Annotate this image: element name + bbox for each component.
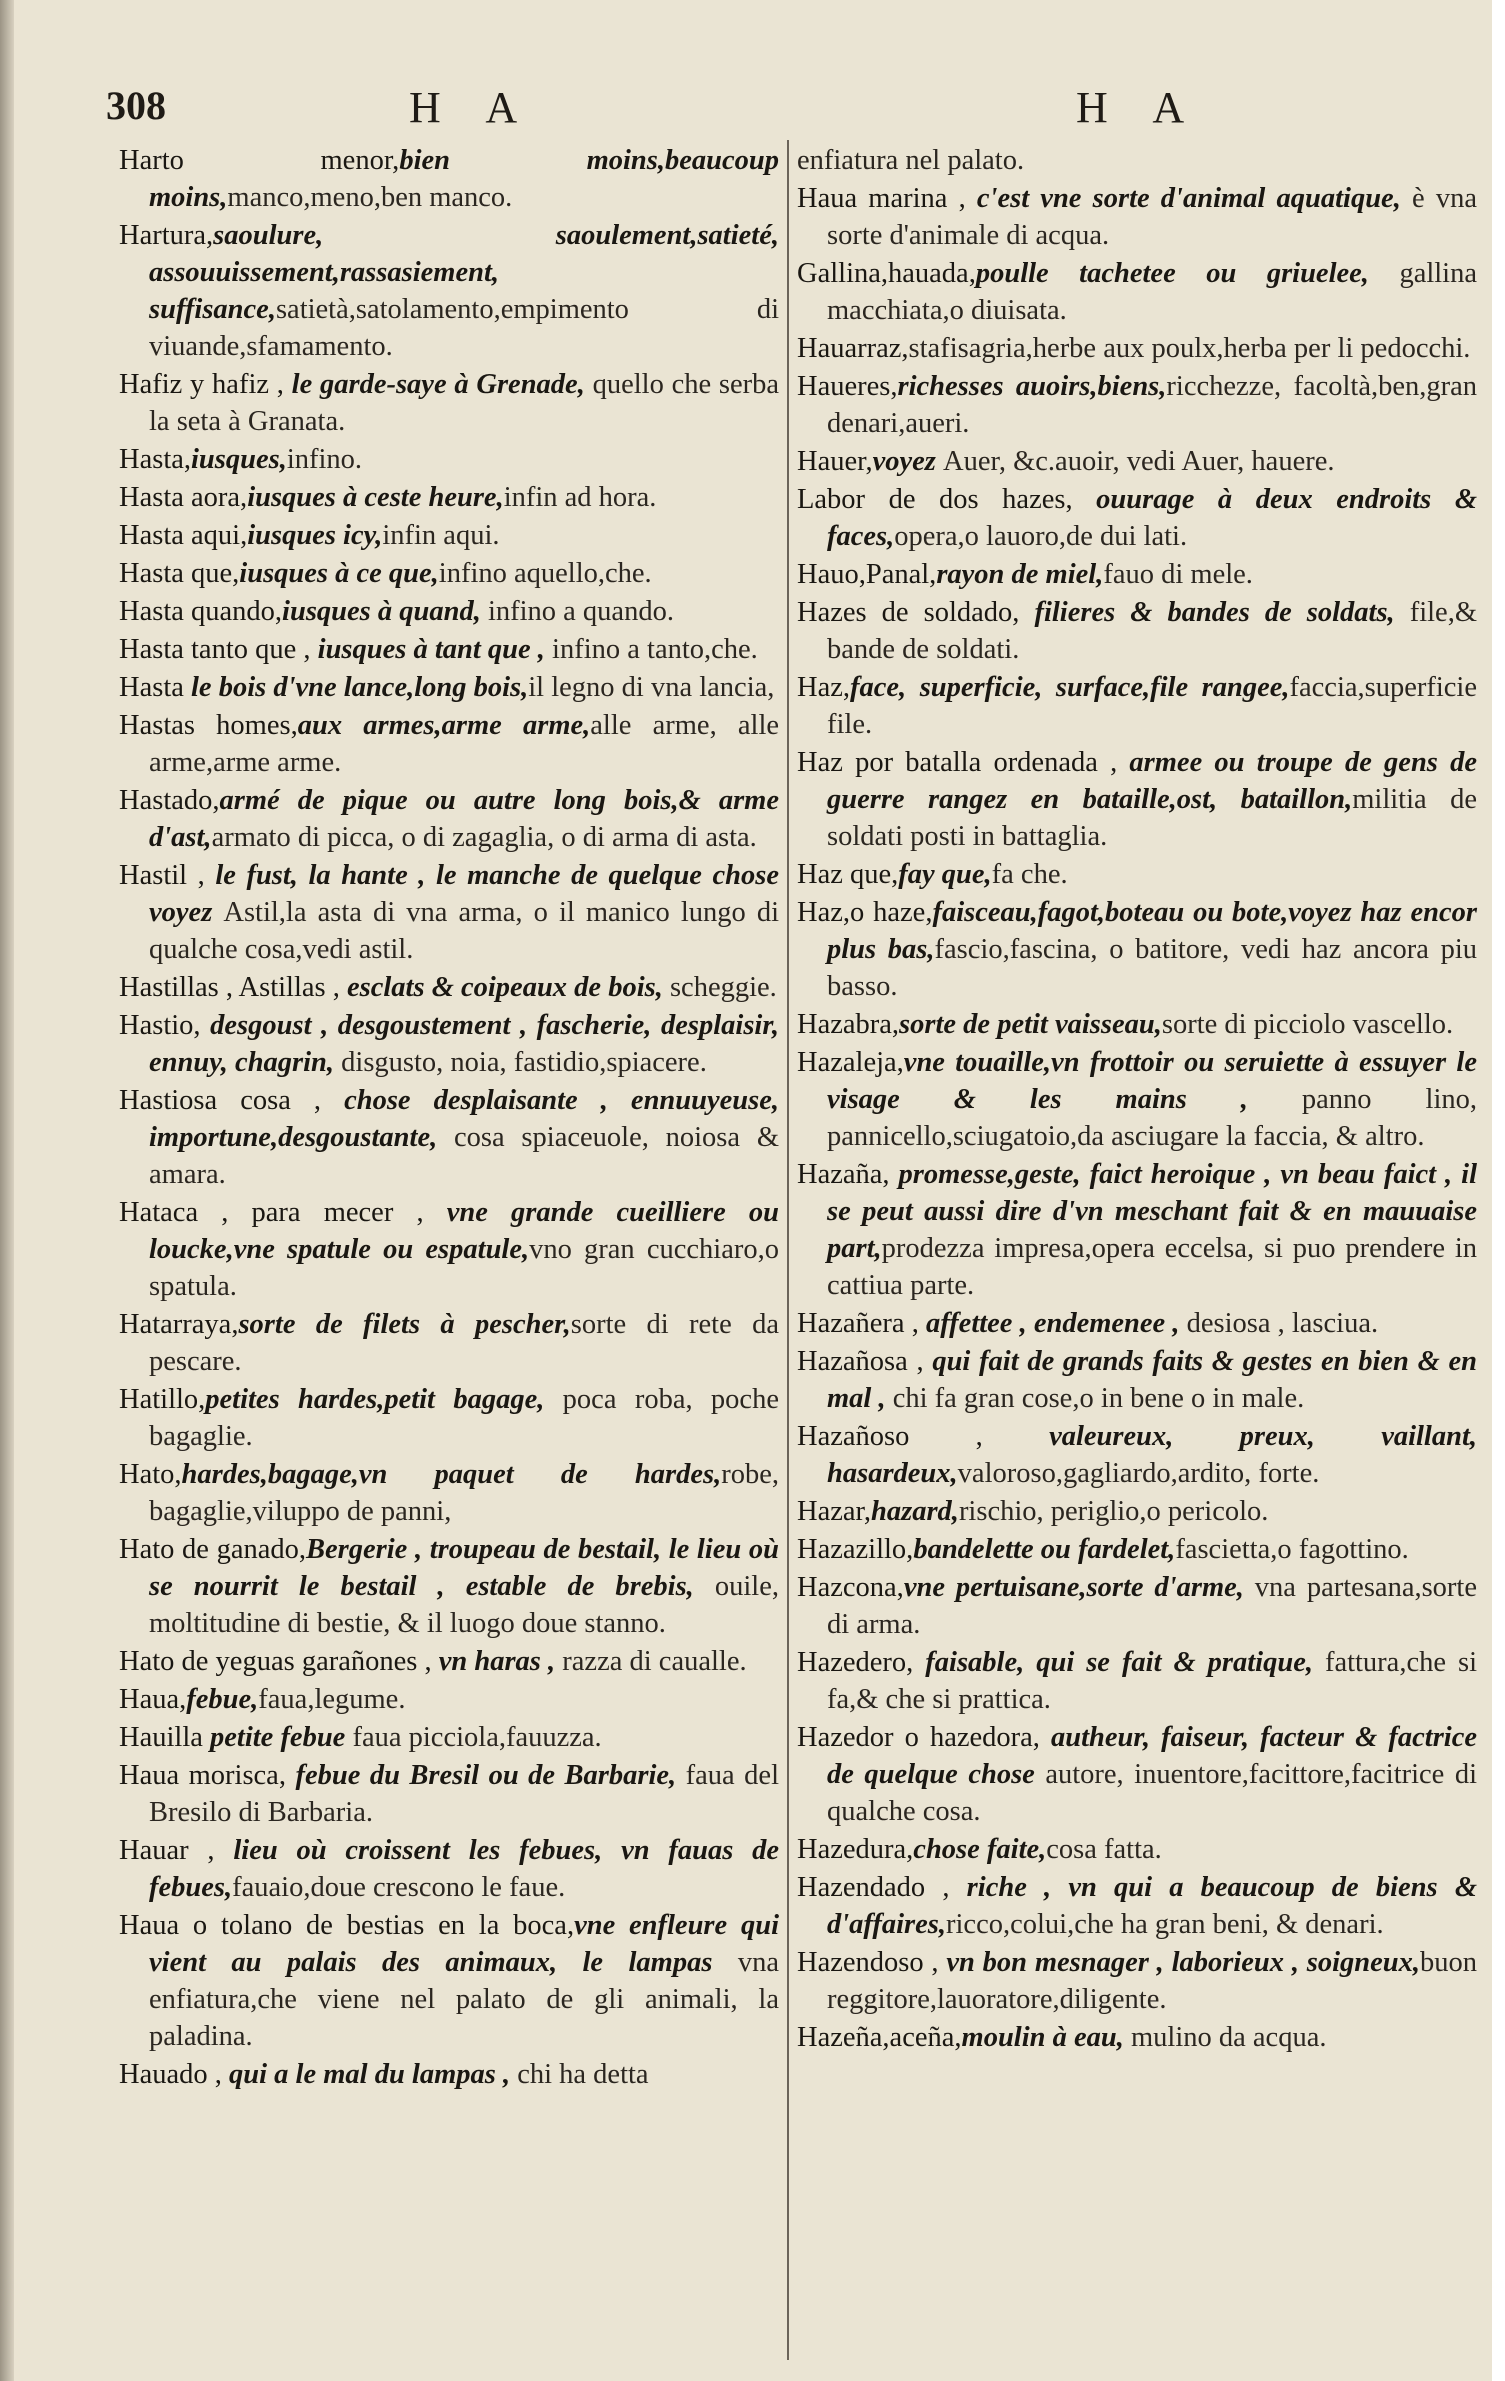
entry-headword: Haua morisca, (119, 1760, 286, 1791)
entry-headword: Hazaleja, (797, 1047, 904, 1078)
entry-french-gloss: armee ou troupe de gens de guerre rangez en bataille,ost, bataillon, (827, 747, 1478, 815)
entry-italian-gloss: Auer, &c.auoir, vedi Auer, hauere. (943, 446, 1335, 477)
entry-french-gloss: le fust, la hante , le manche de quelque chose voyez (149, 860, 779, 928)
dictionary-entry (119, 441, 779, 478)
dictionary-entry (797, 1006, 1477, 1043)
entry-headword: Hazañera , (797, 1308, 919, 1339)
entry-french-gloss: iusques à quand, (282, 596, 481, 627)
entry-french-gloss: petite febue (210, 1722, 353, 1753)
entry-headword: Hasta (119, 672, 192, 703)
entry-headword: Hastillas , Astillas , (119, 972, 340, 1003)
entry-italian-gloss: ouile, moltitudine di bestie, & il luogo doue stanno. (149, 1571, 779, 1639)
dictionary-entry (119, 2056, 779, 2093)
dictionary-entry (119, 1194, 779, 1305)
entry-italian-gloss: quello che serba la seta à Granata. (149, 369, 780, 437)
entry-french-gloss: sorte de filets à pescher, (238, 1309, 571, 1340)
entry-headword: Haz, (797, 672, 851, 703)
left-column (119, 142, 779, 2094)
dictionary-entry (119, 707, 779, 781)
entry-headword: Hastado, (119, 785, 220, 816)
entry-italian-gloss: infin aqui. (382, 520, 500, 551)
dictionary-entry (119, 555, 779, 592)
entry-headword: Hastio, (119, 1010, 201, 1041)
dictionary-entry (119, 1082, 779, 1193)
dictionary-entry (797, 1305, 1477, 1342)
entry-headword: Hauar , (119, 1835, 215, 1866)
entry-french-gloss: petites hardes,petit bagage, (205, 1384, 545, 1415)
dictionary-entry (797, 669, 1477, 743)
entry-headword: Hazabra, (797, 1009, 900, 1040)
dictionary-entry (119, 1306, 779, 1380)
entry-italian-gloss: fauo di mele. (1103, 559, 1253, 590)
entry-italian-gloss: infino a quando. (480, 596, 674, 627)
entry-french-gloss: c'est vne sorte d'animal aquatique, (965, 183, 1401, 214)
entry-headword: Hauarraz, (797, 333, 909, 364)
entry-french-gloss: faisable, qui se fait & pratique, (913, 1647, 1313, 1678)
dictionary-entry (119, 1832, 779, 1906)
dictionary-entry (119, 1643, 779, 1680)
entry-headword: Harto menor, (119, 145, 400, 176)
entry-italian-gloss: vno gran cucchiaro,o spatula. (149, 1234, 779, 1302)
dictionary-entry (119, 1907, 779, 2055)
entry-headword: Haua marina , (797, 183, 966, 214)
dictionary-entry (119, 593, 779, 630)
entry-french-gloss: hazard, (871, 1496, 959, 1527)
entry-french-gloss: iusques à ce que, (239, 558, 439, 589)
entry-headword: Hazendado , (797, 1872, 950, 1903)
dictionary-entry (797, 1944, 1477, 2018)
entry-french-gloss: filieres & bandes de soldats, (1019, 597, 1395, 628)
dictionary-entry (119, 969, 779, 1006)
right-running-head: H A (1076, 83, 1203, 132)
entry-french-gloss: le bois d'vne lance,long bois, (191, 672, 529, 703)
dictionary-entry (119, 217, 779, 365)
entry-italian-gloss: sorte di picciolo vascello. (1161, 1009, 1454, 1040)
entry-headword: Haua o tolano de bestias en la boca, (119, 1910, 575, 1941)
page-number: 308 (106, 83, 166, 128)
entry-italian-gloss: enfiatura nel palato. (797, 145, 1025, 176)
entry-french-gloss: bien moins,beaucoup moins, (149, 145, 780, 213)
dictionary-entry (797, 1343, 1477, 1417)
entry-headword: Haua, (119, 1684, 187, 1715)
dictionary-entry (119, 1007, 779, 1081)
entry-french-gloss: qui a le mal du lampas , (221, 2059, 511, 2090)
entry-italian-gloss: cosa fatta. (1046, 1834, 1162, 1865)
dictionary-entry (119, 1381, 779, 1455)
dictionary-entry (797, 1644, 1477, 1718)
dictionary-entry (119, 517, 779, 554)
entry-italian-gloss: prodezza impresa,opera eccelsa, si puo prendere in cattiua parte. (827, 1233, 1477, 1301)
entry-french-gloss: fay que, (898, 859, 992, 890)
entry-italian-gloss: file,& bande de soldati. (827, 597, 1477, 665)
entry-italian-gloss: manco,meno,ben manco. (227, 182, 513, 213)
entry-headword: Hauer, (797, 446, 873, 477)
entry-french-gloss: autheur, faiseur, facteur & factrice de quelque chose (827, 1722, 1477, 1790)
entry-italian-gloss: fauaio,doue crescono le faue. (232, 1872, 566, 1903)
dictionary-entry (119, 857, 779, 968)
entry-italian-gloss: autore, inuentore,facittore,facitrice di qualche cosa. (827, 1759, 1477, 1827)
dictionary-entry (797, 556, 1477, 593)
entry-italian-gloss: vna partesana,sorte di arma. (827, 1572, 1477, 1640)
entry-french-gloss: ouurage à deux endroits & faces, (827, 484, 1477, 552)
entry-french-gloss: bandelette ou fardelet, (913, 1534, 1176, 1565)
entry-french-gloss: affettee , endemenee , (918, 1308, 1180, 1339)
entry-french-gloss: qui fait de grands faits & gestes en bien & en mal , (827, 1346, 1477, 1414)
entry-italian-gloss: fa che. (991, 859, 1068, 890)
entry-french-gloss: armé de pique ou autre long bois,& arme d'ast, (149, 785, 779, 853)
dictionary-entry (119, 631, 779, 668)
entry-headword: Hasta, (119, 444, 192, 475)
entry-french-gloss: sorte de petit vaisseau, (899, 1009, 1162, 1040)
entry-italian-gloss: mulino da acqua. (1123, 2022, 1327, 2053)
entry-headword: Hastiosa cosa , (119, 1085, 322, 1116)
dictionary-entry (797, 1869, 1477, 1943)
entry-french-gloss: faisceau,fagot,boteau ou bote,voyez haz encor plus bas, (827, 897, 1477, 965)
entry-french-gloss: iusques icy, (247, 520, 383, 551)
page-edge-shadow (0, 0, 14, 2381)
entry-italian-gloss: è vna sorte d'animale di acqua. (827, 183, 1477, 251)
dictionary-entry (797, 1569, 1477, 1643)
entry-headword: Hato de yeguas garañones , (119, 1646, 432, 1677)
entry-french-gloss: lieu où croissent les febues, vn fauas de febues, (149, 1835, 780, 1903)
entry-italian-gloss: chi fa gran cose,o in bene o in male. (885, 1383, 1305, 1414)
entry-headword: Hazendoso , (797, 1947, 939, 1978)
dictionary-entry (797, 368, 1477, 442)
entry-headword: Hazes de soldado, (797, 597, 1020, 628)
entry-french-gloss: vne enfleure qui vient au palais des animaux, le lampas (149, 1910, 779, 1978)
entry-headword: Hafiz y hafiz , (119, 369, 284, 400)
entry-headword: Hasta tanto que , (119, 634, 311, 665)
entry-italian-gloss: ricchezze, facoltà,ben,gran denari,aueri. (827, 371, 1478, 439)
entry-french-gloss: aux armes,arme arme, (297, 710, 591, 741)
entry-french-gloss: iusques à tant que , (310, 634, 545, 665)
dictionary-entry (797, 1719, 1477, 1830)
left-running-head: H A (409, 83, 536, 132)
entry-french-gloss: valeureux, preux, vaillant, hasardeux, (827, 1421, 1477, 1489)
entry-italian-gloss: infin ad hora. (503, 482, 657, 513)
entry-headword: Hasta quando, (119, 596, 283, 627)
entry-french-gloss: iusques à ceste heure, (247, 482, 504, 513)
entry-headword: Haz,o haze, (797, 897, 933, 928)
dictionary-entry (797, 330, 1477, 367)
entry-italian-gloss: fascietta,o fagottino. (1175, 1534, 1409, 1565)
entry-italian-gloss: panno lino, pannicello,sciugatoio,da asciugare la faccia, & altro. (827, 1084, 1477, 1152)
entry-italian-gloss: gallina macchiata,o diuisata. (827, 258, 1477, 326)
entry-french-gloss: febue du Bresil ou de Barbarie, (285, 1760, 677, 1791)
dictionary-entry (119, 782, 779, 856)
dictionary-entry (797, 1418, 1477, 1492)
entry-french-gloss: richesses auoirs,biens, (897, 371, 1167, 402)
entry-french-gloss: rayon de miel, (936, 559, 1104, 590)
entry-french-gloss: vn bon mesnager , laborieux , soigneux, (938, 1947, 1420, 1978)
dictionary-entry (797, 894, 1477, 1005)
entry-italian-gloss: buon reggitore,lauoratore,diligente. (827, 1947, 1477, 2015)
entry-headword: Hato de ganado, (119, 1534, 306, 1565)
entry-italian-gloss: razza di caualle. (555, 1646, 747, 1677)
entry-french-gloss: poulle tachetee ou griuelee, (975, 258, 1369, 289)
dictionary-entry (119, 1757, 779, 1831)
entry-italian-gloss: valoroso,gagliardo,ardito, forte. (957, 1458, 1320, 1489)
entry-italian-gloss: cosa spiaceuole, noiosa & amara. (149, 1122, 779, 1190)
entry-french-gloss: vne grande cueilliere ou loucke,vne spatule ou espatule, (149, 1197, 779, 1265)
entry-french-gloss: saoulure, saoulement,satieté, assouuissement,rassasiement, suffisance, (149, 220, 779, 325)
entry-italian-gloss: rischio, periglio,o pericolo. (958, 1496, 1269, 1527)
entry-headword: Hasta que, (119, 558, 240, 589)
entry-italian-gloss: ricco,colui,che ha gran beni, & denari. (946, 1909, 1384, 1940)
entry-headword: Hauado , (119, 2059, 222, 2090)
entry-headword: Hasta aora, (119, 482, 248, 513)
entry-italian-gloss: scheggie. (662, 972, 777, 1003)
entry-italian-gloss: poca roba, poche bagaglie. (149, 1384, 779, 1452)
dictionary-entry (119, 1531, 779, 1642)
dictionary-entry (119, 366, 779, 440)
entry-italian-gloss: vna enfiatura,che viene nel palato de gli animali, la paladina. (149, 1947, 779, 2052)
entry-headword: Hatarraya, (119, 1309, 239, 1340)
entry-french-gloss: le garde-saye à Grenade, (283, 369, 585, 400)
entry-headword: Hazañoso , (797, 1421, 983, 1452)
entry-italian-gloss: fascio,fascina, o batitore, vedi haz ancora piu basso. (827, 934, 1477, 1002)
dictionary-entry (797, 180, 1477, 254)
entry-french-gloss: vne pertuisane,sorte d'arme, (903, 1572, 1244, 1603)
dictionary-entry (119, 142, 779, 216)
dictionary-entry (797, 1531, 1477, 1568)
entry-italian-gloss: opera,o lauoro,de dui lati. (894, 521, 1188, 552)
entry-headword: Hauo,Panal, (797, 559, 937, 590)
entry-french-gloss: chose faite, (913, 1834, 1047, 1865)
dictionary-entry (119, 669, 779, 706)
entry-italian-gloss: faccia,superficie file. (827, 672, 1477, 740)
dictionary-entry (119, 1719, 779, 1756)
entry-italian-gloss: stafisagria,herbe aux poulx,herba per li pedocchi. (908, 333, 1471, 364)
entry-french-gloss: febue, (186, 1684, 259, 1715)
dictionary-entry (797, 744, 1477, 855)
entry-italian-gloss: militia de soldati posti in battaglia. (827, 784, 1477, 852)
entry-french-gloss: hardes,bagage,vn paquet de hardes, (181, 1459, 722, 1490)
dictionary-entry (797, 1156, 1477, 1304)
entry-italian-gloss: desiosa , lasciua. (1179, 1308, 1379, 1339)
entry-italian-gloss: fattura,che si fa,& che si prattica. (827, 1647, 1477, 1715)
entry-italian-gloss: alle arme, alle arme,arme arme. (149, 710, 780, 778)
dictionary-entry (797, 1493, 1477, 1530)
right-column (797, 142, 1477, 2057)
entry-headword: Haz que, (797, 859, 899, 890)
dictionary-entry (119, 1681, 779, 1718)
entry-headword: Hastas homes, (119, 710, 298, 741)
entry-italian-gloss: disgusto, noia, fastidio,spiacere. (334, 1047, 707, 1078)
entry-headword: Hazañosa , (797, 1346, 924, 1377)
entry-headword: Hazazillo, (797, 1534, 914, 1565)
entry-french-gloss: vn haras , (431, 1646, 556, 1677)
dictionary-entry (797, 443, 1477, 480)
entry-italian-gloss: faua,legume. (258, 1684, 406, 1715)
entry-italian-gloss: faua del Bresilo di Barbaria. (149, 1760, 779, 1828)
entry-italian-gloss: faua picciola,fauuzza. (352, 1722, 602, 1753)
entry-headword: Hazar, (797, 1496, 872, 1527)
entry-headword: Hazedura, (797, 1834, 914, 1865)
entry-italian-gloss: armato di picca, o di zagaglia, o di arma di asta. (211, 822, 757, 853)
entry-french-gloss: desgoust , desgoustement , fascherie, desplaisir, ennuy, chagrin, (149, 1010, 779, 1078)
dictionary-entry (797, 1044, 1477, 1155)
dictionary-entry (797, 142, 1477, 179)
dictionary-entry (119, 479, 779, 516)
entry-headword: Hato, (119, 1459, 182, 1490)
entry-french-gloss: voyez (872, 446, 944, 477)
entry-french-gloss: promesse,geste, faict heroique , vn beau faict , il se peut aussi dire d'vn meschant fait & en mauuaise part, (827, 1159, 1477, 1264)
entry-headword: Hazedero, (797, 1647, 914, 1678)
entry-headword: Hauilla (119, 1722, 211, 1753)
entry-headword: Hazcona, (797, 1572, 904, 1603)
entry-french-gloss: face, superficie, surface,file rangee, (850, 672, 1290, 703)
entry-italian-gloss: infino a tanto,che. (544, 634, 758, 665)
entry-french-gloss: iusques, (191, 444, 287, 475)
entry-italian-gloss: Astil,la asta di vna arma, o il manico lungo di qualche cosa,vedi astil. (149, 897, 779, 965)
entry-headword: Haz por batalla ordenada , (797, 747, 1118, 778)
column-divider (787, 140, 789, 2360)
dictionary-entry (797, 856, 1477, 893)
entry-headword: Hasta aqui, (119, 520, 248, 551)
entry-headword: Gallina,hauada, (797, 258, 976, 289)
dictionary-entry (797, 594, 1477, 668)
entry-headword: Hazeña,aceña, (797, 2022, 962, 2053)
entry-headword: Hazedor o hazedora, (797, 1722, 1040, 1753)
dictionary-entry (797, 481, 1477, 555)
entry-headword: Haueres, (797, 371, 898, 402)
entry-italian-gloss: infino aquello,che. (438, 558, 652, 589)
entry-french-gloss: chose desplaisante , ennuuyeuse, importune,desgoustante, (149, 1085, 779, 1153)
entry-italian-gloss: il legno di vna lancia, (528, 672, 775, 703)
entry-french-gloss: riche , vn qui a beaucoup de biens & d'affaires, (827, 1872, 1477, 1940)
entry-headword: Labor de dos hazes, (797, 484, 1073, 515)
entry-headword: Hartura, (119, 220, 214, 251)
entry-french-gloss: esclats & coipeaux de bois, (339, 972, 663, 1003)
dictionary-entry (797, 1831, 1477, 1868)
dictionary-page (14, 0, 1492, 2381)
entry-headword: Hazaña, (797, 1159, 890, 1190)
entry-french-gloss: moulin à eau, (961, 2022, 1124, 2053)
running-header (14, 82, 1492, 142)
entry-headword: Hastil , (119, 860, 205, 891)
dictionary-entry (119, 1456, 779, 1530)
entry-french-gloss: vne touaille,vn frottoir ou seruiette à essuyer le visage & les mains , (827, 1047, 1477, 1115)
entry-italian-gloss: satietà,satolamento,empimento di viuande,sfamamento. (149, 294, 779, 362)
dictionary-entry (797, 255, 1477, 329)
entry-italian-gloss: chi ha detta (510, 2059, 649, 2090)
entry-italian-gloss: sorte di rete da pescare. (149, 1309, 779, 1377)
dictionary-entry (797, 2019, 1477, 2056)
entry-italian-gloss: robe, bagaglie,viluppo de panni, (149, 1459, 779, 1527)
entry-italian-gloss: infino. (286, 444, 363, 475)
entry-headword: Hatillo, (119, 1384, 206, 1415)
entry-french-gloss: Bergerie , troupeau de bestail, le lieu où se nourrit le bestail , estable de brebis, (149, 1534, 779, 1602)
entry-headword: Hataca , para mecer , (119, 1197, 424, 1228)
